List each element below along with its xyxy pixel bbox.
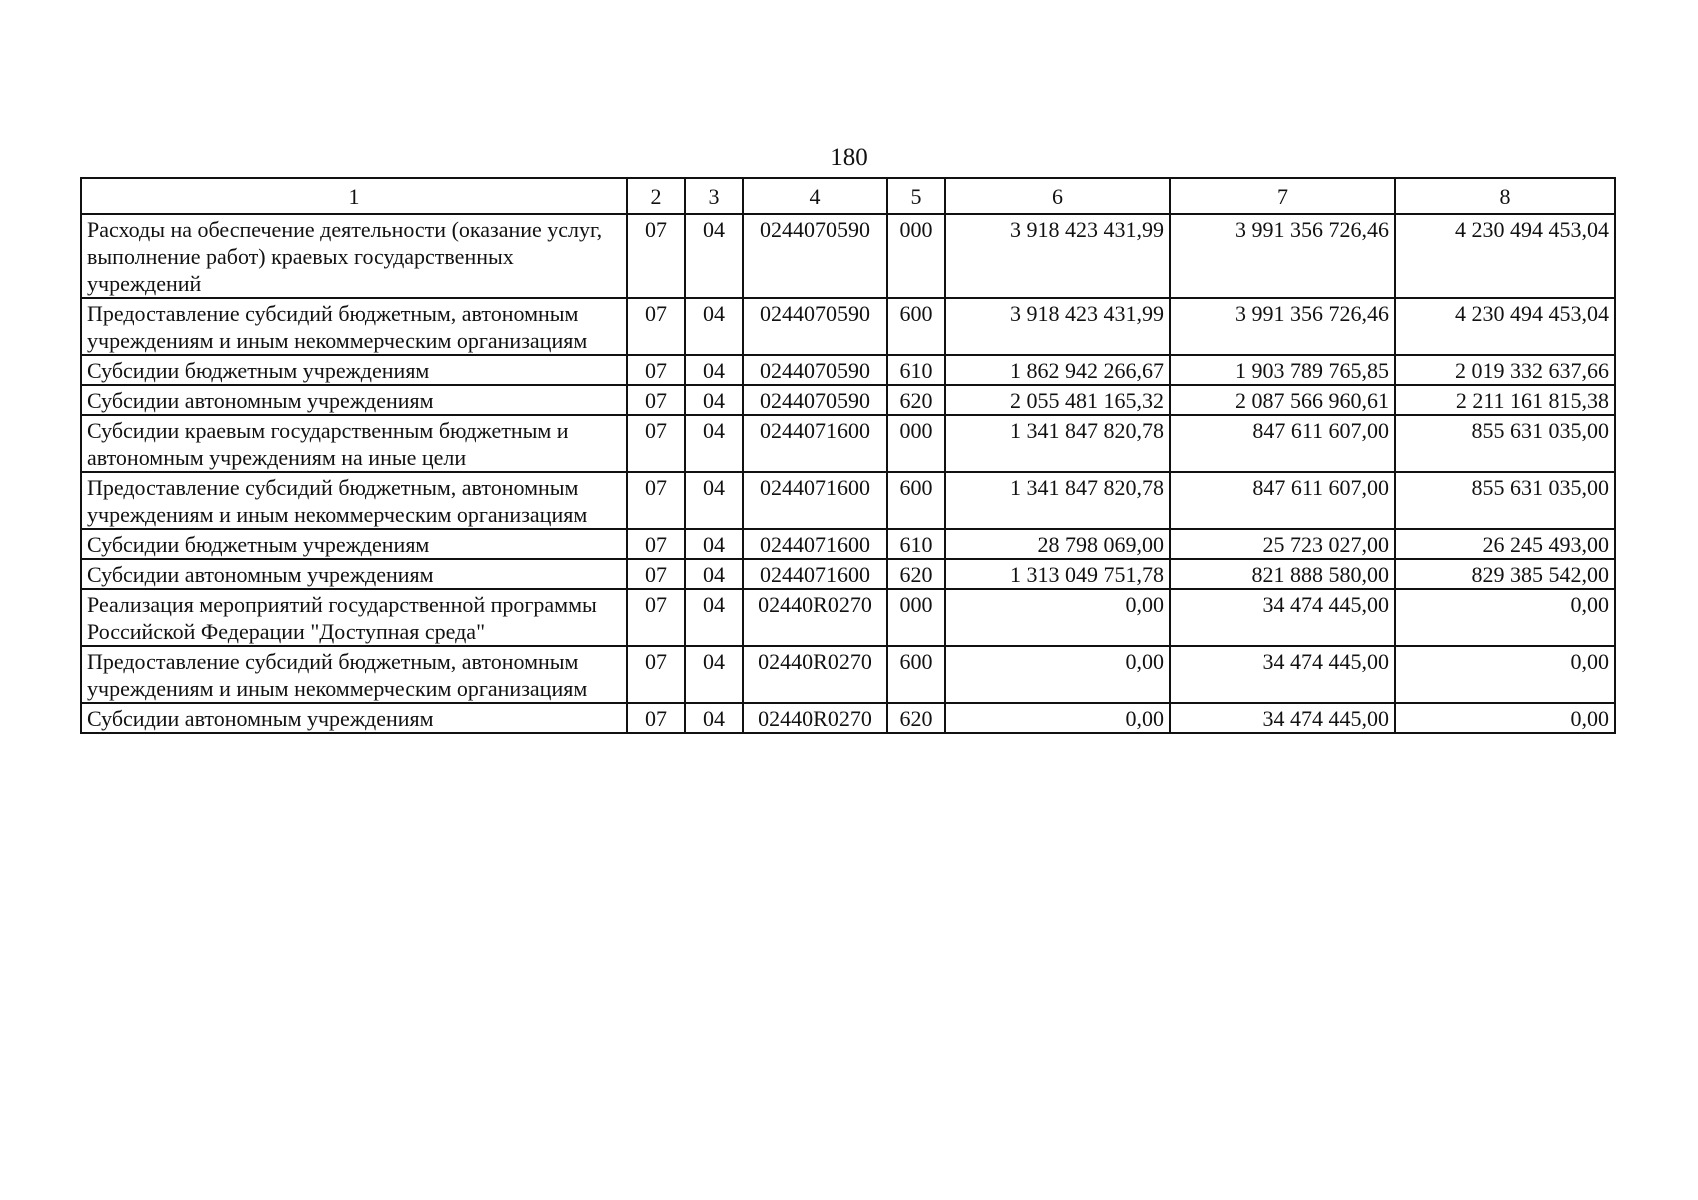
row-target-code: 0244071600 [743,559,887,589]
row-expense-type: 610 [887,529,945,559]
table-row [81,589,1615,646]
row-subsection: 04 [685,589,743,646]
row-amount-8: 4 230 494 453,04 [1395,298,1615,355]
table-row [81,559,1615,589]
row-target-code: 02440R0270 [743,703,887,733]
row-expense-type: 610 [887,355,945,385]
row-target-code: 02440R0270 [743,589,887,646]
row-name: Предоставление субсидий бюджетным, автономным учреждениям и иным некоммерческим организациям [81,472,627,529]
row-amount-6: 0,00 [945,589,1170,646]
row-target-code: 0244071600 [743,415,887,472]
table-row [81,703,1615,733]
row-amount-8: 0,00 [1395,703,1615,733]
row-amount-6: 0,00 [945,703,1170,733]
row-expense-type: 600 [887,472,945,529]
column-header-5: 5 [887,178,945,214]
row-amount-6: 2 055 481 165,32 [945,385,1170,415]
row-expense-type: 000 [887,214,945,298]
row-section: 07 [627,529,685,559]
table-row [81,472,1615,529]
row-amount-7: 34 474 445,00 [1170,589,1395,646]
row-amount-8: 0,00 [1395,646,1615,703]
row-expense-type: 000 [887,415,945,472]
row-section: 07 [627,472,685,529]
row-name: Субсидии бюджетным учреждениям [81,355,627,385]
row-name: Реализация мероприятий государственной программы Российской Федерации "Доступная среда" [81,589,627,646]
column-header-7: 7 [1170,178,1395,214]
row-amount-8: 2 019 332 637,66 [1395,355,1615,385]
page-number: 180 [830,144,868,171]
row-name: Субсидии автономным учреждениям [81,703,627,733]
row-amount-6: 3 918 423 431,99 [945,298,1170,355]
row-amount-7: 821 888 580,00 [1170,559,1395,589]
row-amount-8: 4 230 494 453,04 [1395,214,1615,298]
row-amount-7: 34 474 445,00 [1170,703,1395,733]
row-name: Предоставление субсидий бюджетным, автономным учреждениям и иным некоммерческим организациям [81,646,627,703]
row-amount-7: 2 087 566 960,61 [1170,385,1395,415]
row-target-code: 0244070590 [743,214,887,298]
table-row [81,355,1615,385]
row-amount-6: 1 862 942 266,67 [945,355,1170,385]
row-subsection: 04 [685,646,743,703]
row-target-code: 0244071600 [743,529,887,559]
row-name: Расходы на обеспечение деятельности (оказание услуг, выполнение работ) краевых государственных учреждений [81,214,627,298]
row-expense-type: 600 [887,646,945,703]
row-amount-7: 847 611 607,00 [1170,472,1395,529]
row-section: 07 [627,355,685,385]
row-amount-6: 3 918 423 431,99 [945,214,1170,298]
row-section: 07 [627,703,685,733]
column-header-3: 3 [685,178,743,214]
row-expense-type: 620 [887,385,945,415]
table-row [81,415,1615,472]
row-amount-7: 3 991 356 726,46 [1170,298,1395,355]
table-row [81,385,1615,415]
row-expense-type: 620 [887,559,945,589]
column-header-4: 4 [743,178,887,214]
row-subsection: 04 [685,385,743,415]
row-subsection: 04 [685,298,743,355]
row-amount-6: 0,00 [945,646,1170,703]
table-row [81,529,1615,559]
row-section: 07 [627,214,685,298]
header-row [81,178,1615,214]
row-amount-6: 1 341 847 820,78 [945,472,1170,529]
column-header-8: 8 [1395,178,1615,214]
row-name: Субсидии автономным учреждениям [81,385,627,415]
row-target-code: 02440R0270 [743,646,887,703]
row-subsection: 04 [685,559,743,589]
row-amount-7: 847 611 607,00 [1170,415,1395,472]
row-subsection: 04 [685,214,743,298]
row-amount-7: 34 474 445,00 [1170,646,1395,703]
row-amount-8: 0,00 [1395,589,1615,646]
column-header-2: 2 [627,178,685,214]
row-amount-8: 829 385 542,00 [1395,559,1615,589]
row-amount-7: 1 903 789 765,85 [1170,355,1395,385]
row-name: Субсидии краевым государственным бюджетным и автономным учреждениям на иные цели [81,415,627,472]
row-amount-7: 25 723 027,00 [1170,529,1395,559]
row-amount-7: 3 991 356 726,46 [1170,214,1395,298]
row-target-code: 0244070590 [743,355,887,385]
row-name: Субсидии автономным учреждениям [81,559,627,589]
row-amount-8: 26 245 493,00 [1395,529,1615,559]
row-section: 07 [627,589,685,646]
row-subsection: 04 [685,703,743,733]
row-target-code: 0244071600 [743,472,887,529]
row-amount-6: 1 313 049 751,78 [945,559,1170,589]
table-row [81,214,1615,298]
column-header-1: 1 [81,178,627,214]
row-target-code: 0244070590 [743,385,887,415]
row-subsection: 04 [685,472,743,529]
row-name: Предоставление субсидий бюджетным, автономным учреждениям и иным некоммерческим организациям [81,298,627,355]
row-amount-8: 855 631 035,00 [1395,415,1615,472]
row-amount-6: 1 341 847 820,78 [945,415,1170,472]
row-expense-type: 620 [887,703,945,733]
row-section: 07 [627,559,685,589]
row-amount-8: 2 211 161 815,38 [1395,385,1615,415]
table-row [81,646,1615,703]
row-amount-8: 855 631 035,00 [1395,472,1615,529]
row-section: 07 [627,298,685,355]
row-section: 07 [627,385,685,415]
row-expense-type: 600 [887,298,945,355]
column-header-6: 6 [945,178,1170,214]
row-subsection: 04 [685,355,743,385]
row-amount-6: 28 798 069,00 [945,529,1170,559]
row-subsection: 04 [685,415,743,472]
row-expense-type: 000 [887,589,945,646]
budget-table [80,177,1616,734]
row-section: 07 [627,415,685,472]
row-subsection: 04 [685,529,743,559]
table-row [81,298,1615,355]
row-name: Субсидии бюджетным учреждениям [81,529,627,559]
row-target-code: 0244070590 [743,298,887,355]
row-section: 07 [627,646,685,703]
